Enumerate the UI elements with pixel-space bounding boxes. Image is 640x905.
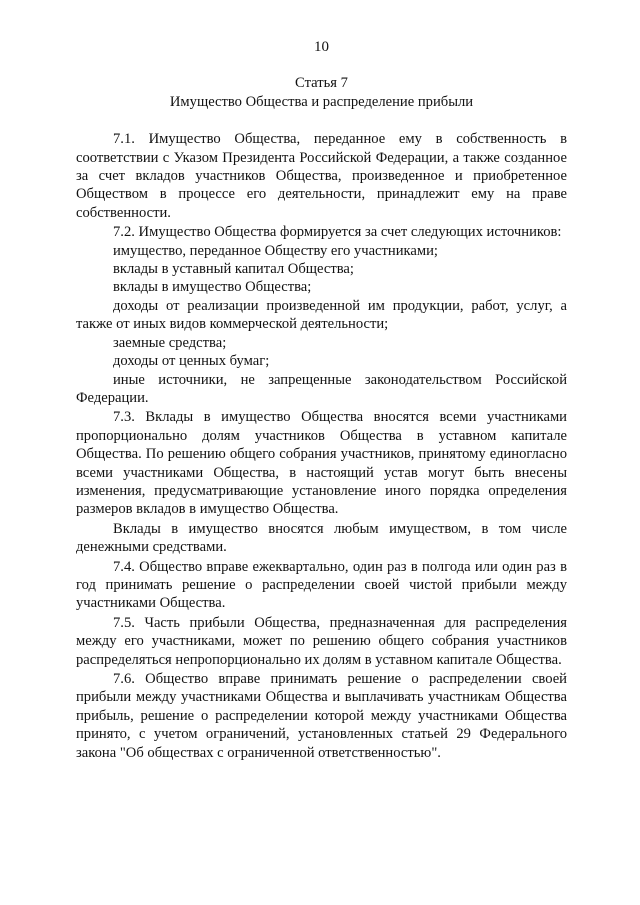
paragraph-7-5: 7.5. Часть прибыли Общества, предназначенная для распределения между его участниками, может по решению общего собрания участников распределяться непропорционально их долям в уставном капитале Общества.	[76, 614, 567, 668]
paragraph-7-6: 7.6. Общество вправе принимать решение о распределении своей прибыли между участниками Общества и выплачивать участникам Общества прибыль, решение о распределении которой между участниками Общества принято, с учетом ограничений, установленных статьей 29 Федерального закона "Об обществах с ограниченной ответственностью".	[76, 671, 567, 761]
list-item: иные источники, не запрещенные законодательством Российской Федерации.	[76, 371, 567, 406]
document-page	[76, 38, 567, 762]
list-item: доходы от реализации произведенной им продукции, работ, услуг, а также от иных видов коммерческой деятельности;	[76, 297, 567, 333]
paragraph-7-1: 7.1. Имущество Общества, переданное ему в собственность в соответствии с Указом Президента Российской Федерации, а также созданное за счет вкладов участников Общества, произведенное и приобретенное Обществом в процессе его деятельности, принадлежит ему на праве собственности.	[76, 131, 567, 221]
article-subtitle: Имущество Общества и распределение прибыли	[169, 93, 474, 110]
list-item: доходы от ценных бумаг;	[113, 353, 270, 370]
paragraph-7-2: 7.2. Имущество Общества формируется за счет следующих источников:	[113, 224, 562, 241]
list-item: имущество, переданное Обществу его участниками;	[113, 242, 438, 259]
list-item: вклады в уставный капитал Общества;	[113, 261, 354, 278]
list-item: заемные средства;	[113, 334, 227, 351]
article-title: Статья 7	[295, 75, 348, 92]
paragraph-7-3: 7.3. Вклады в имущество Общества вносятся всеми участниками пропорционально долям участников Общества в уставном капитале Общества. По решению общего собрания участников, принятому единогласно всеми участниками Общества, в настоящий устав могут быть внесены изменения, предусматривающие установление иного порядка определения размеров вкладов в имущество Общества.	[76, 409, 567, 518]
paragraph-7-3-continued: Вклады в имущество вносятся любым имуществом, в том числе денежными средствами.	[76, 520, 567, 556]
list-item: вклады в имущество Общества;	[113, 279, 312, 296]
page-number: 10	[314, 39, 329, 55]
paragraph-7-4: 7.4. Общество вправе ежеквартально, один раз в полгода или один раз в год принимать решение о распределении своей чистой прибыли между участниками Общества.	[76, 558, 567, 612]
